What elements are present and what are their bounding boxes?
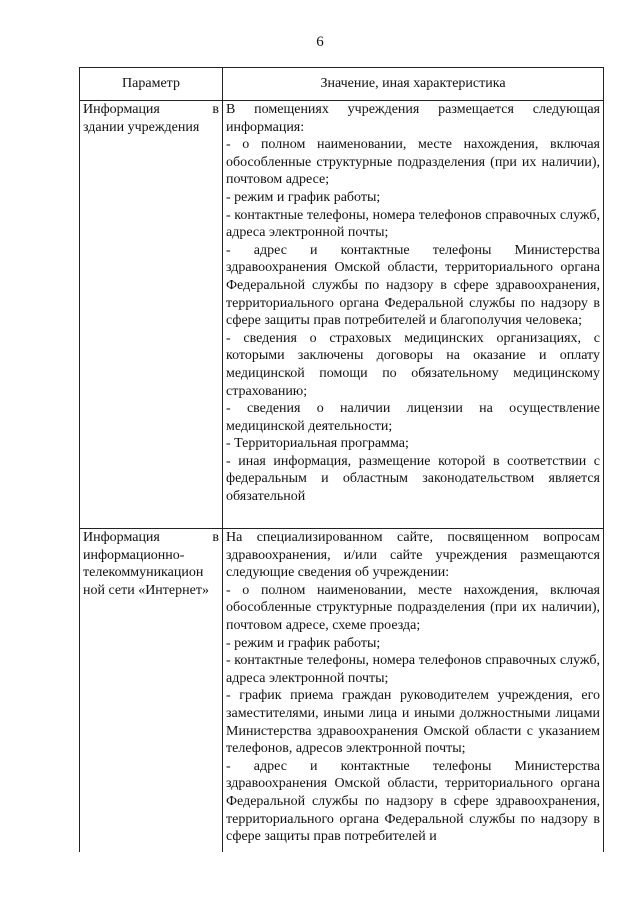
value-paragraph: - режим и график работы;	[226, 635, 381, 651]
page-number: 6	[316, 34, 324, 50]
value-paragraph: - сведения о страховых медицинских организациях, с которыми заключены договоры на оказание и оплату медицинской помощи по обязательному медицинскому страхованию;	[226, 330, 600, 399]
value-paragraph: - режим и график работы;	[226, 189, 381, 205]
table-row	[80, 529, 604, 860]
param-line: телекоммуникацион	[83, 565, 204, 581]
param-line: Информация в	[83, 530, 219, 545]
value-paragraph: - о полном наименовании, месте нахождения, включая обособленные структурные подразделения (при их наличии), почтовом адресе;	[226, 137, 600, 188]
value-paragraph: - о полном наименовании, месте нахождения, включая обособленные структурные подразделения (при их наличии), почтовом адресе, схеме проезда;	[226, 582, 600, 633]
table-row	[80, 101, 604, 529]
value-paragraph: - график приема граждан руководителем учреждения, его заместителями, иными лица и иными должностными лицами Министерства здравоохранения Омской области с указанием телефонов, адресов электронной почты;	[226, 688, 600, 757]
column-header-param: Параметр	[80, 68, 223, 101]
value-paragraph: - контактные телефоны, номера телефонов справочных служб, адреса электронной почты;	[226, 653, 600, 686]
value-cell	[223, 529, 604, 860]
column-header-value: Значение, иная характеристика	[223, 68, 604, 101]
param-cell	[80, 529, 223, 860]
page-bottom-margin	[0, 852, 640, 905]
param-line: здании учреждения	[83, 119, 200, 135]
param-line: информационно-	[83, 547, 185, 563]
value-paragraph: - адрес и контактные телефоны Министерства здравоохранения Омской области, территориального органа Федеральной службы по надзору в сфере здравоохранения, территориального органа Федеральной службы по надзору в сфере защиты прав потребителей и	[226, 758, 600, 845]
parameters-table	[79, 67, 604, 860]
value-paragraph: - Территориальная программа;	[226, 436, 409, 452]
param-cell	[80, 101, 223, 529]
value-paragraph: - сведения о наличии лицензии на осуществление медицинской деятельности;	[226, 401, 600, 434]
value-paragraph: На специализированном сайте, посвященном вопросам здравоохранения, и/или сайте учреждения размещаются следующие сведения об учреждении:	[226, 530, 600, 581]
table-header-row	[80, 68, 604, 101]
value-paragraph: В помещениях учреждения размещается следующая информация:	[226, 102, 600, 135]
param-line: Информация в	[83, 102, 219, 117]
value-paragraph: - адрес и контактные телефоны Министерства здравоохранения Омской области, территориального органа Федеральной службы по надзору в сфере здравоохранения, территориального органа Федеральной службы по надзору в сфере защиты прав потребителей и благополучия человека;	[226, 242, 600, 329]
value-cell	[223, 101, 604, 529]
value-paragraph: - иная информация, размещение которой в соответствии с федеральным и областным законодательством является обязательной	[226, 453, 600, 505]
param-line: ной сети «Интернет»	[83, 582, 209, 598]
value-paragraph: - контактные телефоны, номера телефонов справочных служб, адреса электронной почты;	[226, 207, 600, 241]
